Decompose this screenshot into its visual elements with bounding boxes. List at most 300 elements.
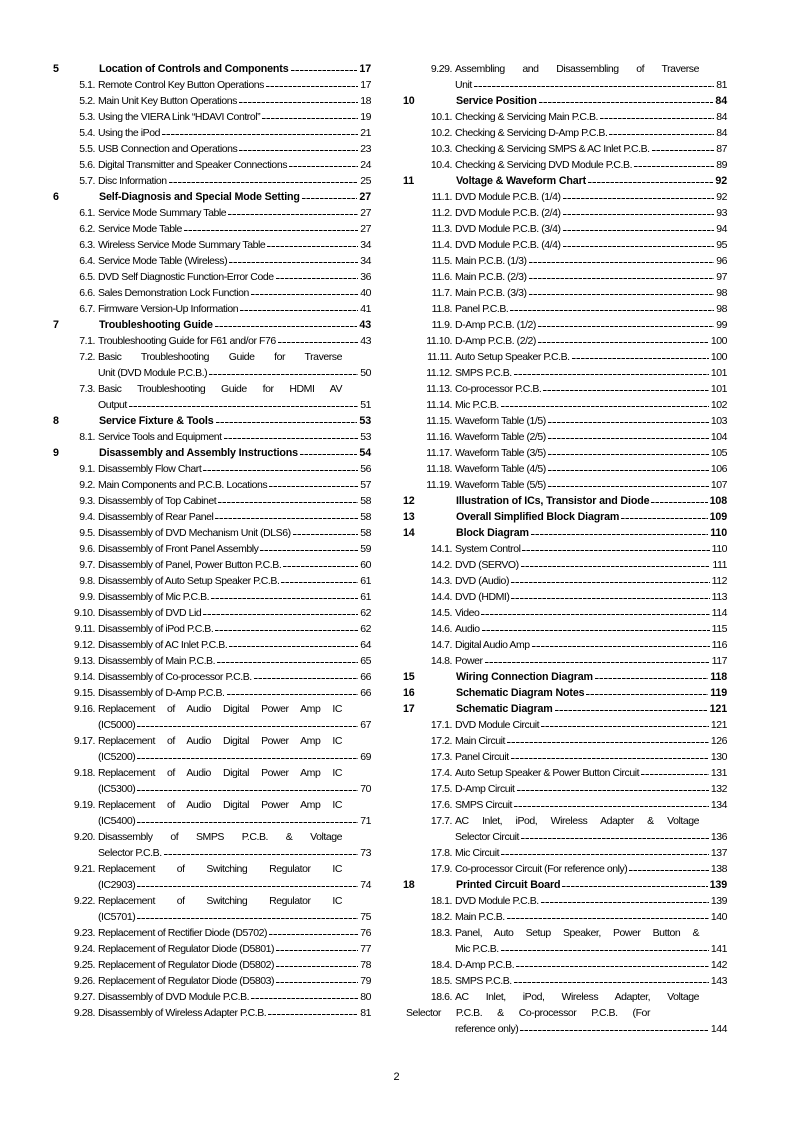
toc-subsection-entry[interactable]	[53, 925, 371, 941]
page-ref: 61	[360, 575, 371, 587]
toc-section-entry[interactable]	[403, 173, 727, 189]
toc-subsection-entry[interactable]	[53, 237, 371, 253]
page-ref: 98	[716, 287, 727, 299]
dot-leader	[501, 941, 709, 957]
dot-leader	[641, 765, 709, 781]
toc-section-entry[interactable]	[53, 317, 371, 333]
toc-subsection-entry[interactable]	[403, 61, 727, 93]
page-ref: 40	[360, 287, 371, 299]
section-number: 18.6.	[430, 991, 452, 1003]
toc-line	[53, 477, 371, 493]
section-number: 14.8.	[430, 655, 452, 667]
dot-leader	[634, 157, 714, 173]
toc-subsection-entry[interactable]	[403, 925, 727, 957]
toc-subsection-entry[interactable]	[53, 685, 371, 701]
page-ref: 100	[710, 335, 727, 347]
toc-subsection-entry[interactable]	[403, 797, 727, 813]
dot-leader	[302, 189, 358, 205]
toc-subsection-entry[interactable]	[53, 285, 371, 301]
toc-subsection-entry[interactable]	[403, 589, 727, 605]
toc-subsection-entry[interactable]	[53, 349, 371, 381]
toc-subsection-entry[interactable]	[53, 269, 371, 285]
toc-subsection-entry[interactable]	[53, 525, 371, 541]
section-title: Disassembly of Front Panel Assembly	[98, 543, 259, 555]
toc-subsection-entry[interactable]	[53, 621, 371, 637]
section-number: 8	[53, 415, 59, 427]
toc-line	[403, 141, 727, 157]
dot-leader	[276, 941, 358, 957]
dot-leader	[251, 989, 358, 1005]
toc-section-entry[interactable]	[403, 685, 727, 701]
dot-leader	[228, 205, 358, 221]
section-title: DVD Module P.C.B. (2/4)	[455, 207, 561, 219]
toc-subsection-entry[interactable]	[53, 1005, 371, 1021]
toc-line	[403, 573, 727, 589]
toc-subsection-entry[interactable]	[403, 317, 727, 333]
section-number: 11.4.	[431, 239, 452, 251]
page-ref: 93	[716, 207, 727, 219]
dot-leader	[563, 189, 715, 205]
section-title: Main Unit Key Button Operations	[98, 95, 237, 107]
section-number: 11.17.	[426, 447, 452, 459]
toc-line	[403, 413, 727, 429]
toc-subsection-entry[interactable]	[53, 109, 371, 125]
toc-section-entry[interactable]	[403, 93, 727, 109]
section-title: Replacement of Switching Regulator IC	[98, 863, 342, 875]
toc-subsection-entry[interactable]	[53, 493, 371, 509]
dot-leader	[529, 253, 715, 269]
section-number: 12	[403, 495, 415, 507]
toc-subsection-entry[interactable]	[403, 573, 727, 589]
page-ref: 100	[710, 351, 727, 363]
section-number: 11.13.	[426, 383, 452, 395]
toc-line	[53, 93, 371, 109]
page-ref: 134	[710, 799, 727, 811]
toc-subsection-entry[interactable]	[403, 397, 727, 413]
page-ref: 50	[360, 367, 371, 379]
toc-line	[403, 205, 727, 221]
dot-leader	[281, 573, 358, 589]
toc-subsection-entry[interactable]	[403, 781, 727, 797]
toc-subsection-entry[interactable]	[53, 253, 371, 269]
toc-subsection-entry[interactable]	[403, 813, 727, 845]
section-title: DVD Module Circuit	[455, 719, 540, 731]
toc-line	[403, 541, 727, 557]
toc-subsection-entry[interactable]	[53, 381, 371, 413]
dot-leader	[209, 365, 358, 381]
page-ref: 103	[710, 415, 727, 427]
toc-line	[403, 381, 727, 397]
section-number: 11.2.	[431, 207, 452, 219]
toc-subsection-entry[interactable]	[403, 221, 727, 237]
section-number: 6.3.	[79, 239, 95, 251]
dot-leader	[629, 861, 708, 877]
section-title: Replacement of Audio Digital Power Amp IC	[98, 703, 342, 715]
section-title: Digital Audio Amp	[455, 639, 530, 651]
toc-line	[53, 749, 371, 765]
page-ref: 81	[360, 1007, 371, 1019]
dot-leader	[276, 973, 358, 989]
section-title: Main P.C.B. (1/3)	[455, 255, 527, 267]
toc-subsection-entry[interactable]	[403, 557, 727, 573]
page-ref: 77	[360, 943, 371, 955]
toc-subsection-entry[interactable]	[53, 669, 371, 685]
page-ref: 131	[710, 767, 727, 779]
toc-subsection-entry[interactable]	[53, 829, 371, 861]
toc-line	[403, 909, 727, 925]
section-title: D-Amp P.C.B.	[455, 959, 515, 971]
page-ref: 43	[359, 319, 371, 331]
toc-subsection-entry[interactable]	[53, 861, 371, 893]
page-ref: 53	[360, 431, 371, 443]
section-number: 11.12.	[426, 367, 452, 379]
toc-subsection-entry[interactable]	[53, 989, 371, 1005]
toc-line	[53, 541, 371, 557]
page-ref: 81	[716, 79, 727, 91]
dot-leader	[169, 173, 359, 189]
toc-line	[403, 797, 727, 813]
toc-subsection-entry[interactable]	[403, 893, 727, 909]
toc-line	[403, 893, 727, 909]
toc-subsection-entry[interactable]	[403, 653, 727, 669]
dot-leader	[254, 669, 358, 685]
toc-subsection-entry[interactable]	[403, 637, 727, 653]
section-title: DVD Module P.C.B. (4/4)	[455, 239, 561, 251]
page-ref: 132	[710, 783, 727, 795]
toc-subsection-entry[interactable]	[403, 989, 727, 1037]
toc-section-entry[interactable]	[53, 189, 371, 205]
section-number: 10.4.	[430, 159, 452, 171]
dot-leader	[239, 141, 358, 157]
section-number: 9.3.	[79, 495, 95, 507]
toc-subsection-entry[interactable]	[403, 349, 727, 365]
dot-leader	[514, 973, 709, 989]
toc-line	[403, 733, 727, 749]
toc-subsection-entry[interactable]	[53, 765, 371, 797]
toc-line	[403, 477, 727, 493]
toc-subsection-entry[interactable]	[403, 109, 727, 125]
toc-line	[403, 781, 727, 797]
section-title: Waveform Table (1/5)	[455, 415, 546, 427]
section-title: Replacement of Regulator Diode (D5803)	[98, 975, 275, 987]
toc-subsection-entry[interactable]	[403, 205, 727, 221]
toc-line	[53, 269, 371, 285]
dot-leader	[521, 557, 711, 573]
section-number: 16	[403, 687, 415, 699]
section-title: (IC5400)	[98, 815, 136, 827]
toc-subsection-entry[interactable]	[403, 237, 727, 253]
toc-subsection-entry[interactable]	[403, 269, 727, 285]
page-ref: 140	[710, 911, 727, 923]
toc-subsection-entry[interactable]	[403, 541, 727, 557]
toc-line	[53, 717, 371, 733]
toc-section-entry[interactable]	[53, 61, 371, 77]
toc-subsection-entry[interactable]	[403, 445, 727, 461]
toc-line	[53, 957, 371, 973]
toc-section-entry[interactable]	[403, 701, 727, 717]
toc-subsection-entry[interactable]	[403, 621, 727, 637]
toc-line	[53, 445, 371, 461]
toc-line	[403, 669, 727, 685]
toc-section-entry[interactable]	[403, 669, 727, 685]
section-number: 9.5.	[79, 527, 95, 539]
toc-subsection-entry[interactable]	[53, 541, 371, 557]
toc-subsection-entry[interactable]	[53, 157, 371, 173]
toc-subsection-entry[interactable]	[53, 477, 371, 493]
section-title: Power	[455, 655, 483, 667]
page-ref: 70	[360, 783, 371, 795]
toc-line	[403, 77, 727, 93]
toc-subsection-entry[interactable]	[53, 333, 371, 349]
toc-line	[53, 877, 371, 893]
dot-leader	[517, 781, 709, 797]
toc-subsection-entry[interactable]	[403, 381, 727, 397]
section-number: 9.13.	[73, 655, 95, 667]
toc-subsection-entry[interactable]	[403, 125, 727, 141]
section-number: 9.18.	[73, 767, 95, 779]
toc-subsection-entry[interactable]	[53, 893, 371, 925]
section-title: Overall Simplified Block Diagram	[456, 511, 620, 523]
page-ref: 121	[709, 703, 727, 715]
toc-subsection-entry[interactable]	[403, 845, 727, 861]
page-ref: 136	[710, 831, 727, 843]
page-ref: 144	[710, 1023, 727, 1035]
toc-line	[53, 349, 371, 365]
page-ref: 92	[716, 191, 727, 203]
dot-leader	[511, 589, 709, 605]
toc-section-entry[interactable]	[403, 509, 727, 525]
section-title: Disc Information	[98, 175, 167, 187]
toc-line	[53, 989, 371, 1005]
toc-subsection-entry[interactable]	[403, 157, 727, 173]
section-title: AC Inlet, iPod, Wireless Adapter & Voltage	[455, 815, 699, 827]
section-number: 5.3.	[79, 111, 95, 123]
toc-section-entry[interactable]	[53, 445, 371, 461]
toc-subsection-entry[interactable]	[53, 429, 371, 445]
toc-subsection-entry[interactable]	[53, 221, 371, 237]
section-title: Mic Circuit	[455, 847, 500, 859]
dot-leader	[548, 477, 709, 493]
section-title: Disassembly of Main P.C.B.	[98, 655, 216, 667]
section-title: Main P.C.B.	[455, 911, 505, 923]
toc-subsection-entry[interactable]	[403, 301, 727, 317]
section-title: Replacement of Regulator Diode (D5801)	[98, 943, 275, 955]
page-ref: 25	[360, 175, 371, 187]
dot-leader	[184, 221, 358, 237]
section-number: 9.17.	[73, 735, 95, 747]
toc-subsection-entry[interactable]	[53, 701, 371, 733]
toc-subsection-entry[interactable]	[53, 93, 371, 109]
section-title: D-Amp P.C.B. (1/2)	[455, 319, 536, 331]
toc-subsection-entry[interactable]	[403, 861, 727, 877]
section-title: DVD Module P.C.B.	[455, 895, 539, 907]
dot-leader	[137, 877, 358, 893]
toc-subsection-entry[interactable]	[53, 733, 371, 765]
page-ref: 58	[360, 511, 371, 523]
toc-line	[403, 61, 727, 77]
dot-leader	[217, 653, 358, 669]
page-ref: 84	[715, 95, 727, 107]
toc-subsection-entry[interactable]	[53, 653, 371, 669]
page-ref: 79	[360, 975, 371, 987]
page-ref: 66	[360, 687, 371, 699]
toc-subsection-entry[interactable]	[53, 589, 371, 605]
page-ref: 139	[710, 895, 727, 907]
section-title: Panel Circuit	[455, 751, 509, 763]
section-title: Disassembly of iPod P.C.B.	[98, 623, 214, 635]
toc-line	[53, 205, 371, 221]
section-number: 9.27.	[73, 991, 95, 1003]
dot-leader	[563, 205, 715, 221]
toc-line	[403, 269, 727, 285]
toc-section-entry[interactable]	[53, 413, 371, 429]
toc-subsection-entry[interactable]	[403, 253, 727, 269]
toc-subsection-entry[interactable]	[403, 413, 727, 429]
section-title: Auto Setup Speaker & Power Button Circuit	[455, 767, 640, 779]
toc-line	[403, 365, 727, 381]
section-title: SMPS P.C.B.	[455, 975, 512, 987]
dot-leader	[514, 797, 709, 813]
toc-section-entry[interactable]	[403, 525, 727, 541]
toc-subsection-entry[interactable]	[403, 189, 727, 205]
page-ref: 76	[360, 927, 371, 939]
toc-subsection-entry[interactable]	[53, 605, 371, 621]
toc-subsection-entry[interactable]	[403, 477, 727, 493]
section-title: Service Mode Summary Table	[98, 207, 227, 219]
toc-subsection-entry[interactable]	[403, 765, 727, 781]
toc-subsection-entry[interactable]	[53, 573, 371, 589]
dot-leader	[291, 61, 358, 77]
section-title: Replacement of Audio Digital Power Amp IC	[98, 735, 342, 747]
dot-leader	[532, 637, 710, 653]
page-ref: 89	[716, 159, 727, 171]
section-number: 18.3.	[430, 927, 452, 939]
toc-subsection-entry[interactable]	[53, 637, 371, 653]
toc-subsection-entry[interactable]	[403, 605, 727, 621]
dot-leader	[240, 301, 358, 317]
toc-subsection-entry[interactable]	[403, 365, 727, 381]
section-number: 17.6.	[430, 799, 452, 811]
page-ref: 71	[360, 815, 371, 827]
toc-line	[53, 1005, 371, 1021]
toc-subsection-entry[interactable]	[53, 973, 371, 989]
dot-leader	[621, 509, 707, 525]
dot-leader	[293, 525, 359, 541]
dot-leader	[563, 221, 715, 237]
page-ref: 58	[360, 495, 371, 507]
section-title: Disassembly of Rear Panel	[98, 511, 214, 523]
section-title: Main Circuit	[455, 735, 506, 747]
toc-subsection-entry[interactable]	[53, 557, 371, 573]
toc-line	[403, 237, 727, 253]
section-title: Mic P.C.B.	[455, 399, 499, 411]
toc-subsection-entry[interactable]	[403, 749, 727, 765]
section-number: 9.26.	[73, 975, 95, 987]
toc-subsection-entry[interactable]	[403, 333, 727, 349]
toc-subsection-entry[interactable]	[53, 941, 371, 957]
page-ref: 84	[716, 127, 727, 139]
section-title: Unit (DVD Module P.C.B.)	[98, 367, 208, 379]
dot-leader	[137, 909, 358, 925]
page-ref: 106	[710, 463, 727, 475]
toc-line	[53, 669, 371, 685]
section-title: Checking & Servicing SMPS & AC Inlet P.C.B.	[455, 143, 650, 155]
toc-subsection-entry[interactable]	[403, 285, 727, 301]
toc-subsection-entry[interactable]	[403, 717, 727, 733]
toc-subsection-entry[interactable]	[403, 957, 727, 973]
toc-line	[403, 941, 727, 957]
toc-section-entry[interactable]	[403, 493, 727, 509]
toc-subsection-entry[interactable]	[53, 141, 371, 157]
page-ref: 109	[709, 511, 727, 523]
toc-subsection-entry[interactable]	[403, 461, 727, 477]
toc-subsection-entry[interactable]	[53, 173, 371, 189]
dot-leader	[137, 781, 358, 797]
toc-subsection-entry[interactable]	[403, 141, 727, 157]
page-ref: 36	[360, 271, 371, 283]
toc-line	[53, 125, 371, 141]
toc-line	[403, 957, 727, 973]
section-number: 11.19.	[426, 479, 452, 491]
toc-subsection-entry[interactable]	[53, 797, 371, 829]
toc-subsection-entry[interactable]	[53, 461, 371, 477]
toc-subsection-entry[interactable]	[53, 301, 371, 317]
toc-subsection-entry[interactable]	[53, 509, 371, 525]
dot-leader	[216, 413, 358, 429]
dot-leader	[586, 685, 708, 701]
section-number: 9.8.	[79, 575, 95, 587]
toc-section-entry[interactable]	[403, 877, 727, 893]
section-number: 11.14.	[426, 399, 452, 411]
section-title: Disassembly of Mic P.C.B.	[98, 591, 210, 603]
section-title: Auto Setup Speaker P.C.B.	[455, 351, 570, 363]
toc-subsection-entry[interactable]	[53, 125, 371, 141]
dot-leader	[588, 173, 713, 189]
toc-subsection-entry[interactable]	[403, 429, 727, 445]
section-number: 9.22.	[73, 895, 95, 907]
page-ref: 114	[711, 607, 727, 619]
toc-line	[403, 861, 727, 877]
toc-line	[403, 925, 727, 941]
toc-subsection-entry[interactable]	[53, 957, 371, 973]
section-number: 5	[53, 63, 59, 75]
toc-subsection-entry[interactable]	[53, 205, 371, 221]
dot-leader	[474, 77, 714, 93]
page-ref: 139	[709, 879, 727, 891]
toc-subsection-entry[interactable]	[403, 733, 727, 749]
page-ref: 34	[360, 255, 371, 267]
toc-line	[53, 461, 371, 477]
section-title: Unit	[455, 79, 472, 91]
section-number: 9.23.	[73, 927, 95, 939]
section-number: 11.15.	[426, 415, 452, 427]
page-ref: 84	[716, 111, 727, 123]
dot-leader	[137, 717, 358, 733]
section-number: 10.1.	[430, 111, 452, 123]
dot-leader	[501, 397, 709, 413]
section-number: 9.25.	[73, 959, 95, 971]
section-number: 18.1.	[430, 895, 452, 907]
toc-subsection-entry[interactable]	[403, 909, 727, 925]
dot-leader	[511, 749, 709, 765]
page-ref: 105	[710, 447, 727, 459]
section-number: 6	[53, 191, 59, 203]
page-ref: 59	[360, 543, 371, 555]
toc-subsection-entry[interactable]	[403, 973, 727, 989]
toc-line	[53, 733, 371, 749]
toc-subsection-entry[interactable]	[53, 77, 371, 93]
toc-line	[403, 765, 727, 781]
